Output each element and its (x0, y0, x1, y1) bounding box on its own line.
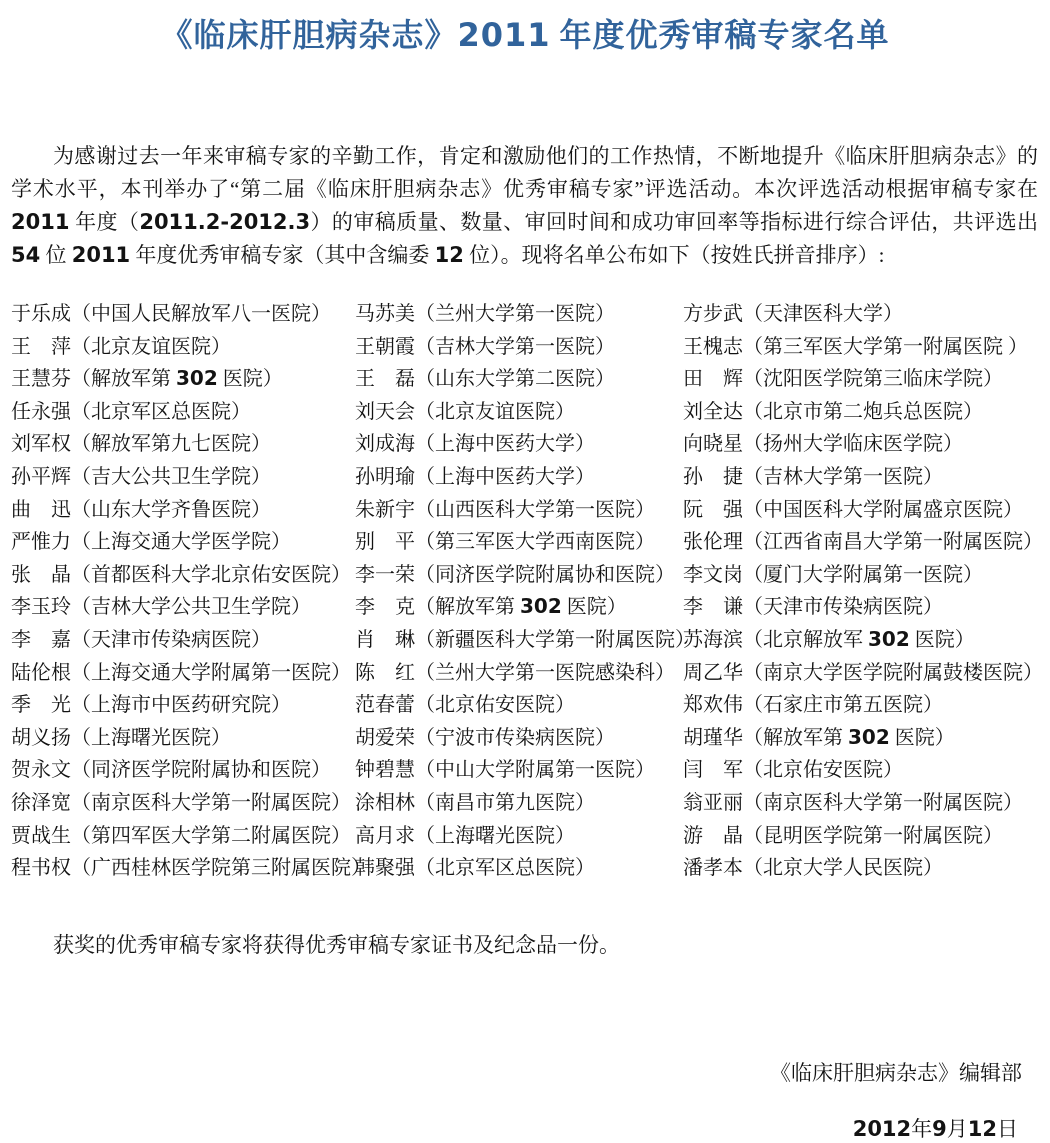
reviewer-item: 王朝霞（吉林大学第一医院） (355, 335, 615, 358)
reviewer-item: 胡瑾华（解放军第 302 医院） (683, 726, 955, 749)
reviewer-item: 徐泽宽（南京医科大学第一附属医院） (11, 791, 351, 814)
reviewer-column-1 (11, 298, 371, 885)
reviewer-item: 李 嘉（天津市传染病医院） (11, 628, 271, 651)
reviewer-item: 孙明瑜（上海中医药大学） (355, 465, 595, 488)
reviewer-item: 程书权（广西桂林医学院第三附属医院） (11, 857, 371, 880)
reviewer-item: 刘军权（解放军第九七医院） (11, 433, 271, 456)
reviewer-item: 李 克（解放军第 302 医院） (355, 596, 627, 619)
intro-paragraph: 为感谢过去一年来审稿专家的辛勤工作，肯定和激励他们的工作热情，不断地提升《临床肝胆病杂志》的学术水平，本刊举办了“第二届《临床肝胆病杂志》优秀审稿专家”评选活动。本次评选活动根据审稿专家在 2011 年度（2011.2-2012.3）的审稿质量、数量、审回时间和成功审回率等指标进行综合评估，共评选出 54 位 2011 年度优秀审稿专家（其中含编委 12 位）。现将名单公布如下（按姓氏拼音排序）: (11, 144, 1038, 267)
reviewer-item: 曲 迅（山东大学齐鲁医院） (11, 498, 271, 521)
reviewer-item: 张伦理（江西省南昌大学第一附属医院） (683, 531, 1043, 554)
reviewer-item: 别 平（第三军医大学西南医院） (355, 531, 655, 554)
reviewer-item: 季 光（上海市中医药研究院） (11, 694, 291, 717)
reviewer-item: 贺永文（同济医学院附属协和医院） (11, 759, 331, 782)
reviewer-item: 孙平辉（吉大公共卫生学院） (11, 465, 271, 488)
reviewer-item: 马苏美（兰州大学第一医院） (355, 303, 615, 325)
reviewer-item: 钟碧慧（中山大学附属第一医院） (355, 759, 655, 782)
reviewer-item: 游 晶（昆明医学院第一附属医院） (683, 824, 1003, 847)
reviewer-item: 田 辉（沈阳医学院第三临床学院） (683, 368, 1003, 391)
reviewer-item: 张 晶（首都医科大学北京佑安医院） (11, 563, 351, 586)
reviewer-item: 李一荣（同济医学院附属协和医院） (355, 563, 675, 586)
reviewer-item: 陆伦根（上海交通大学附属第一医院） (11, 661, 351, 684)
reviewer-column-3 (683, 298, 1043, 885)
reviewer-item: 于乐成（中国人民解放军八一医院） (11, 303, 331, 325)
page-title: 《临床肝胆病杂志》2011 年度优秀审稿专家名单 (160, 17, 890, 53)
reviewer-item: 韩聚强（北京军区总医院） (355, 857, 595, 880)
reviewer-item: 严惟力（上海交通大学医学院） (11, 531, 291, 554)
reviewer-item: 刘全达（北京市第二炮兵总医院） (683, 400, 983, 423)
reviewer-list (11, 298, 1042, 885)
reviewer-item: 郑欢伟（石家庄市第五医院） (683, 694, 943, 717)
reviewer-item: 胡爱荣（宁波市传染病医院） (355, 726, 615, 749)
reviewer-item: 贾战生（第四军医大学第二附属医院） (11, 824, 351, 847)
reviewer-item: 翁亚丽（南京医科大学第一附属医院） (683, 791, 1023, 814)
reviewer-item: 李 谦（天津市传染病医院） (683, 596, 943, 619)
reviewer-item: 王慧芬（解放军第 302 医院） (11, 368, 283, 391)
reviewer-item: 王 萍（北京友谊医院） (11, 335, 231, 358)
reviewer-item: 李文岗（厦门大学附属第一医院） (683, 563, 983, 586)
reviewer-item: 闫 军（北京佑安医院） (683, 759, 903, 782)
date-line: 2012年9月12日 (852, 1116, 1018, 1141)
reviewer-item: 刘天会（北京友谊医院） (355, 400, 575, 423)
reviewer-item: 高月求（上海曙光医院） (355, 824, 575, 847)
reviewer-item: 王槐志（第三军医大学第一附属医院 ） (683, 335, 1028, 358)
reviewer-item: 肖 琳（新疆医科大学第一附属医院） (355, 628, 695, 651)
reviewer-item: 涂相林（南昌市第九医院） (355, 791, 595, 814)
reviewer-item: 朱新宇（山西医科大学第一医院） (355, 498, 655, 521)
reviewer-item: 孙 捷（吉林大学第一医院） (683, 465, 943, 488)
reviewer-item: 胡义扬（上海曙光医院） (11, 726, 231, 749)
reviewer-item: 刘成海（上海中医药大学） (355, 433, 595, 456)
reviewer-item: 方步武（天津医科大学） (683, 303, 903, 325)
reviewer-item: 范春蕾（北京佑安医院） (355, 694, 575, 717)
reviewer-item: 李玉玲（吉林大学公共卫生学院） (11, 596, 311, 619)
reviewer-item: 陈 红（兰州大学第一医院感染科） (355, 661, 675, 684)
closing-paragraph: 获奖的优秀审稿专家将获得优秀审稿专家证书及纪念品一份。 (53, 932, 620, 957)
reviewer-item: 向晓星（扬州大学临床医学院） (683, 433, 963, 456)
reviewer-item: 阮 强（中国医科大学附属盛京医院） (683, 498, 1023, 521)
reviewer-item: 王 磊（山东大学第二医院） (355, 368, 615, 391)
reviewer-item: 周乙华（南京大学医学院附属鼓楼医院） (683, 661, 1043, 684)
reviewer-column-2 (355, 298, 695, 885)
signature-line: 《临床肝胆病杂志》编辑部 (770, 1060, 1022, 1085)
reviewer-item: 潘孝本（北京大学人民医院） (683, 857, 943, 880)
reviewer-item: 任永强（北京军区总医院） (11, 400, 251, 423)
reviewer-item: 苏海滨（北京解放军 302 医院） (683, 628, 975, 651)
